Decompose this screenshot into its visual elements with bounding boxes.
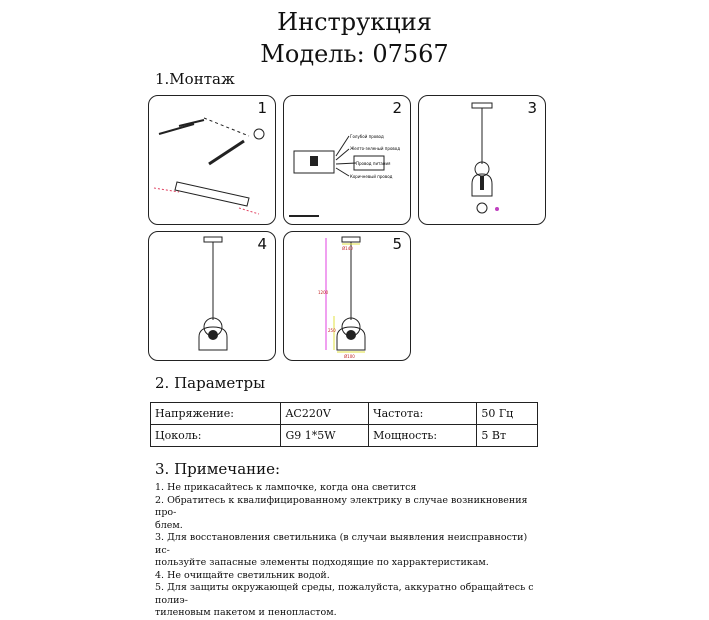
note-line: 1. Не прикасайтесь к лампочке, когда она светится [155,482,417,493]
installed-pendant-diagram [149,232,275,360]
note-line: 4. Не очищайте светильник водой. [155,569,330,581]
section-mounting: 1.Монтаж [155,70,235,88]
wiring-diagram [284,96,410,224]
panel-number: 1 [257,99,267,117]
wire-label: Желто-зеленый провод [350,146,400,151]
panel-number: 5 [392,235,402,253]
panel-1 [148,95,276,225]
screws-bracket-diagram [149,96,275,224]
note-line: 2. Обратитесь к квалифицированному электрику в случае возникновения про- [155,494,528,518]
notes-list [155,482,545,620]
parameters-table [150,402,538,447]
cell: 50 Гц [477,403,538,425]
cell: Напряжение: [151,403,281,425]
cell: Цоколь: [151,425,281,447]
panel-number: 4 [257,235,267,253]
panel-4 [148,231,276,361]
note-line: 5. Для защиты окружающей среды, пожалуйста, аккуратно обращайтесь с полиэ- [155,582,534,606]
cell: 5 Вт [477,425,538,447]
cell: Частота: [369,403,477,425]
panel-3 [418,95,546,225]
dimensions-diagram [284,232,410,360]
cell: G9 1*5W [281,425,369,447]
cell: Мощность: [369,425,477,447]
panel-5 [283,231,411,361]
note-line: пользуйте запасные элементы подходящие по харрактеристикам. [155,557,489,568]
panel-2 [283,95,411,225]
wire-label: Коричневый провод [350,174,393,179]
panel-number: 3 [527,99,537,117]
dimension-label: Ø100 [344,354,355,359]
note-line: тиленовым пакетом и пенопластом. [155,607,337,618]
wire-label: Голубой провод [350,134,384,139]
pendant-assembly-diagram [419,96,545,224]
dimension-label: Ø140 [342,246,353,251]
doc-title: Инструкция [277,8,432,36]
table-row [151,403,538,425]
section-parameters: 2. Параметры [155,374,266,392]
wire-label: Провод питания [356,161,391,166]
section-notes: 3. Примечание: [155,460,281,478]
cell: AC220V [281,403,369,425]
panel-number: 2 [392,99,402,117]
note-line: 3. Для восстановления светильника (в случаи выявления неисправности) ис- [155,532,528,556]
model-title: Модель: 07567 [260,40,449,68]
note-line: блем. [155,519,183,531]
dimension-label: 250 [328,328,336,333]
dimension-label: 1200 [318,290,329,295]
table-row [151,425,538,447]
